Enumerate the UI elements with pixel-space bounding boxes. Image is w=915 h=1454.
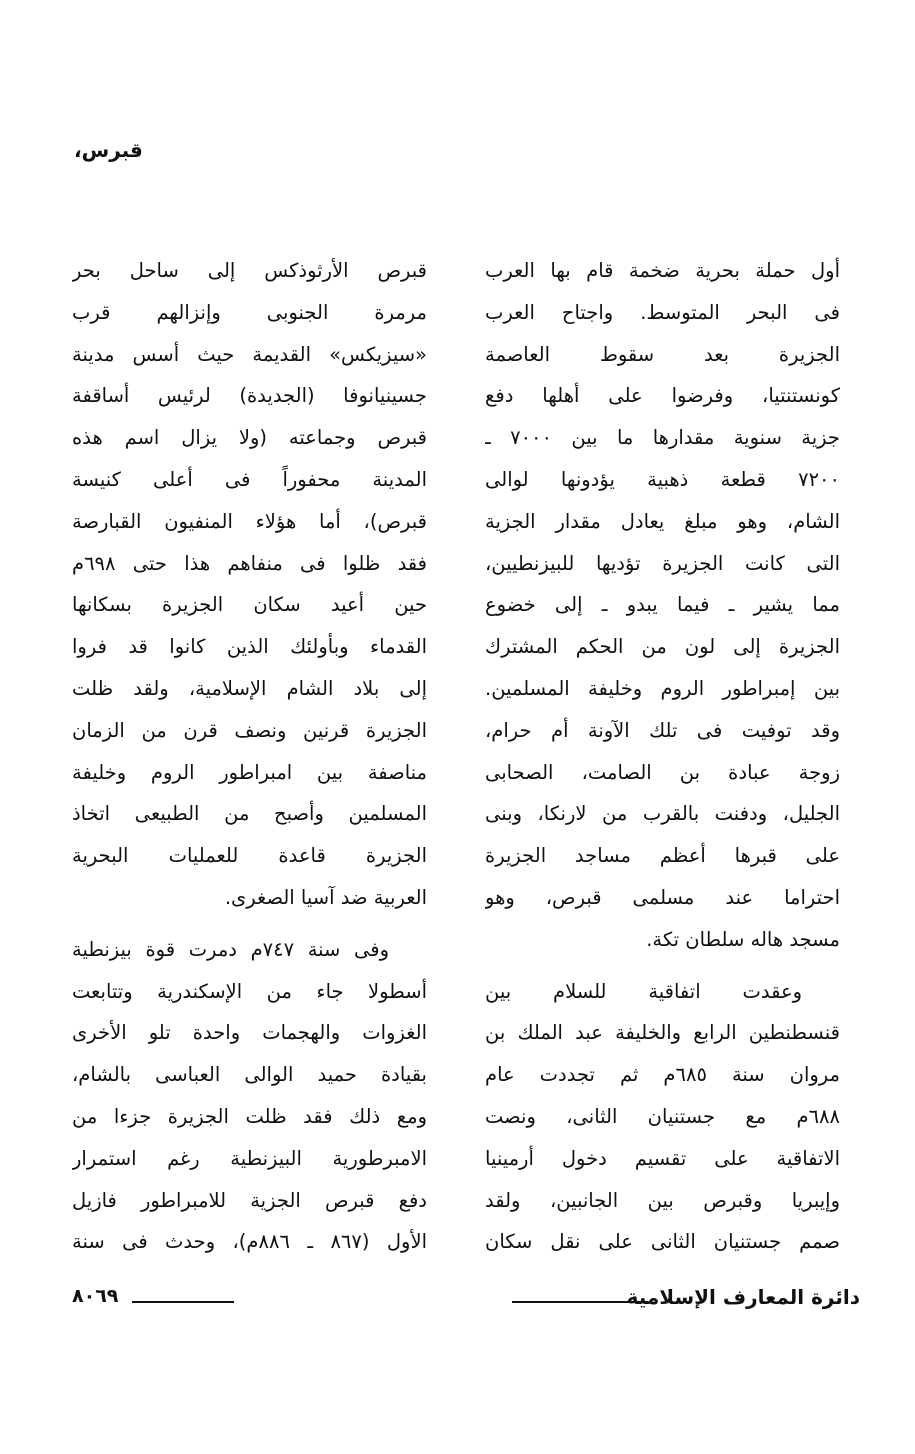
text-line: «سيزيكس» القديمة حيث أسس مدينة bbox=[72, 342, 427, 366]
text-line: حين أعيد سكان الجزيرة بسكانها bbox=[72, 593, 427, 617]
text-line: قبرص الأرثوذكس إلى ساحل بحر bbox=[72, 259, 427, 282]
text-line: بقيادة حميد الوالى العباسى بالشام، bbox=[72, 1063, 427, 1087]
paragraph bbox=[72, 250, 427, 919]
footer-rule bbox=[512, 1301, 648, 1303]
paragraph bbox=[485, 971, 840, 1264]
text-line: الامبرطورية البيزنطية رغم استمرار bbox=[72, 1146, 427, 1170]
paragraph bbox=[72, 929, 427, 1263]
text-line: مرمرة الجنوبى وإنزالهم قرب bbox=[72, 300, 427, 324]
text-line: كونستنتيا، وفرضوا على أهلها دفع bbox=[485, 384, 840, 408]
text-line: قبرص)، أما هؤلاء المنفيون القبارصة bbox=[72, 509, 427, 533]
text-line: على قبرها أعظم مساجد الجزيرة bbox=[485, 844, 840, 868]
text-line: أسطولا جاء من الإسكندرية وتتابعت bbox=[72, 979, 427, 1003]
footer-rule bbox=[132, 1301, 234, 1303]
text-line: الجزيرة بعد سقوط العاصمة bbox=[485, 342, 840, 366]
text-line: بين إمبراطور الروم وخليفة المسلمين. bbox=[485, 676, 840, 700]
text-line: احتراما عند مسلمى قبرص، وهو bbox=[485, 885, 840, 909]
text-line: الجزيرة قاعدة للعمليات البحرية bbox=[72, 844, 427, 868]
text-line: التى كانت الجزيرة تؤديها للبيزنطيين، bbox=[485, 551, 840, 575]
text-line: مناصفة بين امبراطور الروم وخليفة bbox=[72, 760, 427, 784]
text-line: صمم جستنيان الثانى على نقل سكان bbox=[485, 1230, 840, 1254]
text-line: ومع ذلك فقد ظلت الجزيرة جزءا من bbox=[72, 1104, 427, 1128]
text-line: جزية سنوية مقدارها ما بين ٧٠٠٠ ـ bbox=[485, 426, 840, 450]
text-line: دفع قبرص الجزية للامبراطور فازيل bbox=[72, 1188, 427, 1212]
text-line: زوجة عبادة بن الصامت، الصحابى bbox=[485, 760, 840, 784]
text-line: وعقدت اتفاقية للسلام بين bbox=[485, 979, 802, 1003]
running-header: قبرس، bbox=[74, 138, 143, 162]
text-line: مروان سنة ٦٨٥م ثم تجددت عام bbox=[485, 1063, 840, 1087]
text-line: الأول (٨٦٧ ـ ٨٨٦م)، وحدث فى سنة bbox=[72, 1230, 427, 1254]
text-line: إلى بلاد الشام الإسلامية، ولقد ظلت bbox=[72, 676, 427, 700]
text-line: وقد توفيت فى تلك الآونة أم حرام، bbox=[485, 718, 840, 742]
page-number: ٨٠٦٩ bbox=[72, 1285, 119, 1307]
text-line: ٧٢٠٠ قطعة ذهبية يؤدونها لوالى bbox=[485, 467, 840, 491]
text-line: جسينيانوفا (الجديدة) لرئيس أساقفة bbox=[72, 384, 427, 408]
text-line: الجليل، ودفنت بالقرب من لارنكا، وبنى bbox=[485, 802, 840, 826]
text-line: القدماء وبأولئك الذين كانوا قد فروا bbox=[72, 635, 427, 659]
text-line: الشام، وهو مبلغ يعادل مقدار الجزية bbox=[485, 509, 840, 533]
text-line: أول حملة بحرية ضخمة قام بها العرب bbox=[485, 259, 840, 282]
text-line: الغزوات والهجمات واحدة تلو الأخرى bbox=[72, 1021, 427, 1045]
text-line: المدينة محفوراً فى أعلى كنيسة bbox=[72, 467, 427, 491]
text-line: قبرص وجماعته (ولا يزال اسم هذه bbox=[72, 426, 427, 450]
page-footer bbox=[72, 1285, 860, 1315]
text-line: فقد ظلوا فى منفاهم هذا حتى ٦٩٨م bbox=[72, 551, 427, 575]
text-line: فى البحر المتوسط. واجتاح العرب bbox=[485, 300, 840, 324]
left-column bbox=[72, 250, 427, 1263]
text-line: وإيبريا وقبرص بين الجانبين، ولقد bbox=[485, 1188, 840, 1212]
text-line: المسلمين وأصبح من الطبيعى اتخاذ bbox=[72, 802, 427, 826]
text-line: الجزيرة قرنين ونصف قرن من الزمان bbox=[72, 718, 427, 742]
text-line: وفى سنة ٧٤٧م دمرت قوة بيزنطية bbox=[72, 937, 390, 961]
text-line: الاتفاقية على تقسيم دخول أرمينيا bbox=[485, 1146, 840, 1170]
text-line: مما يشير ـ فيما يبدو ـ إلى خضوع bbox=[485, 593, 840, 617]
text-line: الجزيرة إلى لون من الحكم المشترك bbox=[485, 635, 840, 659]
text-line: العربية ضد آسيا الصغرى. bbox=[224, 885, 427, 909]
paragraph bbox=[485, 250, 840, 961]
text-line: قنسطنطين الرابع والخليفة عبد الملك بن bbox=[485, 1021, 840, 1045]
text-line: مسجد هاله سلطان تكة. bbox=[646, 927, 840, 951]
right-column bbox=[485, 250, 840, 1263]
text-line: ٦٨٨م مع جستنيان الثانى، ونصت bbox=[485, 1104, 840, 1128]
publication-title: دائرة المعارف الإسلامية bbox=[626, 1285, 860, 1309]
